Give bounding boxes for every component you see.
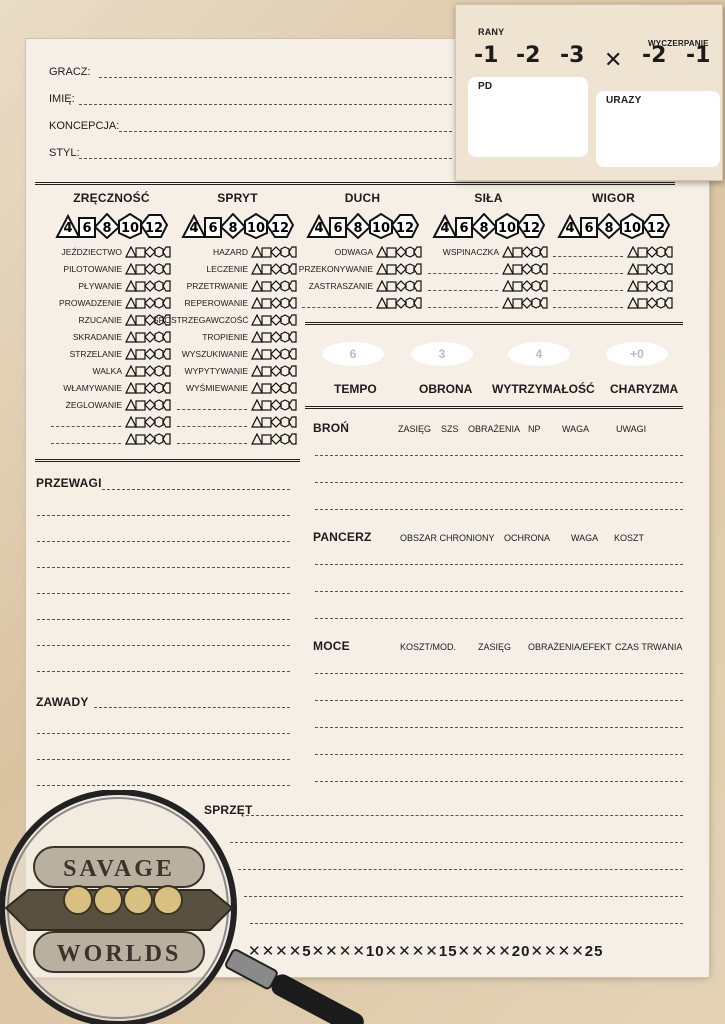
attribute-name: ZRĘCZNOŚĆ <box>73 191 150 205</box>
dice-track <box>306 213 419 239</box>
die-label: 6 <box>584 221 594 236</box>
skill-name: WSPINACZKA <box>442 247 499 257</box>
die-label: 10 <box>497 221 517 236</box>
pancerz-column-header: WAGA <box>571 533 599 543</box>
skill-name: WYPYTYWANIE <box>184 366 248 376</box>
moce-row-line[interactable] <box>315 781 683 782</box>
die-label: 6 <box>459 221 469 236</box>
svg-text:WORLDS: WORLDS <box>56 941 182 967</box>
svg-text:SAVAGE: SAVAGE <box>63 856 175 882</box>
die-label: 8 <box>228 221 238 236</box>
skill-dice-boxes <box>251 433 297 445</box>
pd-label: PD <box>478 81 493 92</box>
skill-blank-line[interactable] <box>177 443 247 444</box>
moce-row-line[interactable] <box>315 727 683 728</box>
moce-column-header: CZAS TRWANIA <box>615 642 683 652</box>
skill-blank-line[interactable] <box>553 290 623 291</box>
die-label: 12 <box>395 221 415 236</box>
die-label: 6 <box>333 221 343 236</box>
skill-dice-boxes <box>627 297 673 309</box>
derived-label: WYTRZYMAŁOŚĆ <box>492 382 595 396</box>
skill-dice-boxes <box>627 246 673 258</box>
wound-mark[interactable]: ✕ <box>604 48 623 73</box>
die-label: 8 <box>102 221 112 236</box>
derived-value[interactable]: 6 <box>322 342 384 366</box>
header-field-input[interactable] <box>79 158 452 159</box>
die-label: 6 <box>82 221 92 236</box>
skill-dice-boxes <box>627 280 673 292</box>
die-label: 10 <box>371 221 391 236</box>
skill-dice-boxes <box>376 263 422 275</box>
attribute-name: SIŁA <box>474 191 503 205</box>
bron-row-line[interactable] <box>315 455 683 456</box>
pancerz-title: PANCERZ <box>313 530 372 544</box>
header-field-input[interactable] <box>99 77 452 78</box>
skill-dice-boxes <box>125 416 171 428</box>
header-field-input[interactable] <box>119 131 452 132</box>
skill-dice-boxes <box>251 365 297 377</box>
skill-dice-boxes <box>376 297 422 309</box>
skill-dice-boxes <box>251 314 297 326</box>
wound-mark[interactable]: -2 <box>516 43 541 68</box>
die-label: 4 <box>314 221 324 236</box>
bron-title: BROŃ <box>313 421 350 435</box>
skill-dice-boxes <box>125 433 171 445</box>
skill-name: LECZENIE <box>206 264 248 274</box>
skill-name: RZUCANIE <box>78 315 122 325</box>
divider-gear <box>305 406 683 409</box>
skill-name: ODWAGA <box>334 247 373 257</box>
bron-column-header: SZS <box>441 424 459 434</box>
bron-column-header: OBRAŻENIA <box>468 424 521 434</box>
header-field-label: KONCEPCJA: <box>49 120 120 132</box>
die-label: 4 <box>440 221 450 236</box>
skill-dice-boxes <box>251 399 297 411</box>
skill-dice-boxes <box>502 297 548 309</box>
przewagi-line[interactable] <box>37 515 290 516</box>
skill-dice-boxes <box>627 263 673 275</box>
header-field-label: STYL: <box>49 147 80 159</box>
header-field-label: GRACZ: <box>49 66 91 78</box>
pancerz-column-header: OCHRONA <box>504 533 551 543</box>
die-label: 12 <box>270 221 290 236</box>
pancerz-column-header: KOSZT <box>614 533 645 543</box>
skill-name: WALKA <box>92 366 122 376</box>
header-field-label: IMIĘ: <box>49 93 75 105</box>
skill-blank-line[interactable] <box>428 307 498 308</box>
pancerz-row-line[interactable] <box>315 591 683 592</box>
skill-blank-line[interactable] <box>553 256 623 257</box>
skill-blank-line[interactable] <box>51 443 121 444</box>
skill-name: ŻEGLOWANIE <box>65 400 122 410</box>
skill-name: ZASTRASZANIE <box>308 281 373 291</box>
die-label: 12 <box>144 221 164 236</box>
pancerz-row-line[interactable] <box>315 564 683 565</box>
pancerz-column-header: OBSZAR CHRONIONY <box>400 533 495 543</box>
skill-blank-line[interactable] <box>302 307 372 308</box>
skill-name: PŁYWANIE <box>78 281 122 291</box>
attribute-name: WIGOR <box>592 191 635 205</box>
bron-column-header: NP <box>528 424 541 434</box>
skill-dice-boxes <box>251 348 297 360</box>
przewagi-line[interactable] <box>37 671 290 672</box>
divider-derived <box>305 322 683 325</box>
urazy-label: URAZY <box>606 95 642 106</box>
zawady-line[interactable] <box>37 759 290 760</box>
przewagi-line[interactable] <box>102 489 290 490</box>
pancerz-row-line[interactable] <box>315 618 683 619</box>
skill-name: WYSZUKIWANIE <box>181 349 248 359</box>
skill-name: PRZEKONYWANIE <box>298 264 373 274</box>
przewagi-line[interactable] <box>37 619 290 620</box>
die-label: 4 <box>63 221 73 236</box>
wounds-card <box>455 4 723 181</box>
zawady-line[interactable] <box>37 733 290 734</box>
bron-column-header: WAGA <box>562 424 590 434</box>
bron-row-line[interactable] <box>315 509 683 510</box>
die-label: 12 <box>521 221 541 236</box>
die-label: 8 <box>353 221 363 236</box>
skill-name: WŁAMYWANIE <box>63 383 122 393</box>
attribute-name: DUCH <box>344 191 381 205</box>
skill-dice-boxes <box>502 280 548 292</box>
skill-blank-line[interactable] <box>428 290 498 291</box>
rany-label: RANY <box>478 27 505 37</box>
die-label: 4 <box>565 221 575 236</box>
wyczerpanie-label: WYCZERPANIE <box>648 39 709 48</box>
skill-dice-boxes <box>251 331 297 343</box>
derived-label: TEMPO <box>334 382 377 396</box>
skill-name: HAZARD <box>213 247 248 257</box>
skill-name: STRZELANIE <box>69 349 122 359</box>
skill-name: PROWADZENIE <box>59 298 122 308</box>
wound-mark[interactable]: -2 <box>642 43 667 68</box>
die-label: 10 <box>622 221 642 236</box>
przewagi-line[interactable] <box>37 593 290 594</box>
skill-name: PRZETRWANIE <box>186 281 248 291</box>
attribute-name: SPRYT <box>217 191 258 205</box>
skill-dice-boxes <box>125 399 171 411</box>
moce-title: MOCE <box>313 639 350 653</box>
skill-name: SPOSTRZEGAWCZOŚĆ <box>153 315 249 325</box>
derived-label: OBRONA <box>419 382 473 396</box>
wound-mark[interactable]: -1 <box>686 43 711 68</box>
dice-track <box>55 213 168 239</box>
skill-dice-boxes <box>251 382 297 394</box>
moce-row-line[interactable] <box>315 754 683 755</box>
skill-blank-line[interactable] <box>177 426 247 427</box>
savage-worlds-logo <box>0 790 380 1024</box>
skill-blank-line[interactable] <box>553 307 623 308</box>
przewagi-label: PRZEWAGI <box>36 476 102 490</box>
divider-przewagi <box>35 459 300 462</box>
sprzet-label: SPRZĘT <box>204 803 253 817</box>
bron-column-header: UWAGI <box>616 424 647 434</box>
skill-name: JEŹDZIECTWO <box>61 247 122 257</box>
die-label: 10 <box>246 221 266 236</box>
moce-row-line[interactable] <box>315 700 683 701</box>
skill-dice-boxes <box>376 280 422 292</box>
die-label: 4 <box>189 221 199 236</box>
die-label: 6 <box>208 221 218 236</box>
derived-value[interactable]: 4 <box>508 342 570 366</box>
skill-blank-line[interactable] <box>51 426 121 427</box>
zawady-line[interactable] <box>94 707 290 708</box>
wound-mark[interactable]: -3 <box>560 43 585 68</box>
przewagi-line[interactable] <box>37 567 290 568</box>
skill-dice-boxes <box>251 416 297 428</box>
derived-value[interactable]: +0 <box>606 342 668 366</box>
die-label: 8 <box>479 221 489 236</box>
moce-column-header: ZASIĘG <box>478 642 512 652</box>
skill-blank-line[interactable] <box>177 409 247 410</box>
moce-column-header: OBRAŻENIA/EFEKT <box>528 642 612 652</box>
skill-name: SKRADANIE <box>72 332 122 342</box>
skill-blank-line[interactable] <box>428 273 498 274</box>
derived-value[interactable]: 3 <box>411 342 473 366</box>
wound-mark[interactable]: -1 <box>474 43 499 68</box>
przewagi-line[interactable] <box>37 645 290 646</box>
derived-label: CHARYZMA <box>610 382 679 396</box>
moce-row-line[interactable] <box>315 673 683 674</box>
skill-dice-boxes <box>502 246 548 258</box>
moce-column-header: KOSZT/MOD. <box>400 642 456 652</box>
dice-track <box>181 213 294 239</box>
header-field-input[interactable] <box>79 104 452 105</box>
dice-track <box>557 213 670 239</box>
die-label: 8 <box>604 221 614 236</box>
skill-dice-boxes <box>502 263 548 275</box>
die-label: 10 <box>120 221 140 236</box>
skill-dice-boxes <box>251 297 297 309</box>
zawady-line[interactable] <box>37 785 290 786</box>
fatigue-track[interactable]: ✕✕✕✕5✕✕✕✕10✕✕✕✕15✕✕✕✕20✕✕✕✕25 <box>248 943 604 960</box>
przewagi-line[interactable] <box>37 541 290 542</box>
skill-name: TROPIENIE <box>202 332 248 342</box>
die-label: 12 <box>646 221 666 236</box>
skill-name: REPEROWANIE <box>184 298 248 308</box>
skill-name: WYŚMIEWANIE <box>185 383 248 393</box>
zawady-label: ZAWADY <box>36 695 89 709</box>
bron-column-header: ZASIĘG <box>398 424 432 434</box>
dice-track <box>432 213 545 239</box>
skill-blank-line[interactable] <box>553 273 623 274</box>
skill-name: PILOTOWANIE <box>63 264 122 274</box>
bron-row-line[interactable] <box>315 482 683 483</box>
divider-attributes <box>35 182 675 185</box>
